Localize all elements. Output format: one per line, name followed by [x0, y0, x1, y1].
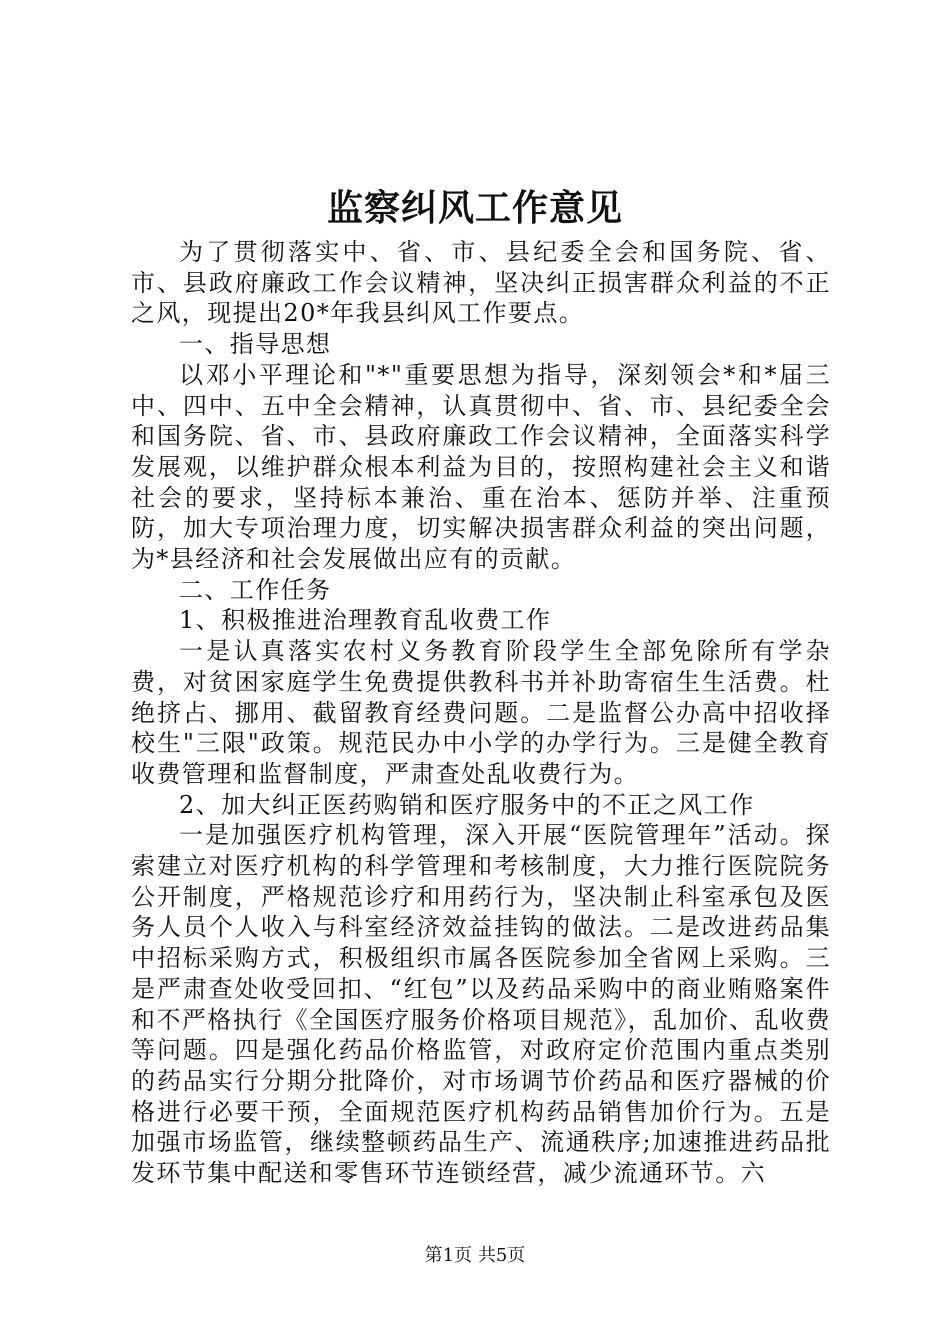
paragraph-guiding-ideology: 以邓小平理论和"*"重要思想为指导，深刻领会*和*届三中、四中、五中全会精神，认真贯彻中、省、市、县纪委全会和国务院、省、市、县政府廉政工作会议精神，全面落实科学发展观，以维护群众根本利益为目的，按照构建社会主义和谐社会的要求，坚持标本兼治、重在治本、惩防并举、注重预防，加大专项治理力度，切实解决损害群众利益的突出问题，为*县经济和社会发展做出应有的贡献。	[131, 360, 831, 574]
heading-work-tasks: 二、工作任务	[179, 575, 332, 604]
paragraph-education-fees: 一是认真落实农村义务教育阶段学生全部免除所有学杂费，对贫困家庭学生免费提供教科书并补助寄宿生生活费。杜绝挤占、挪用、截留教育经费问题。二是监督公办高中招收择校生"三限"政策。规范民办中小学的办学行为。三是健全教育收费管理和监督制度，严肃查处乱收费行为。	[131, 637, 831, 788]
subheading-medical-services: 2、加大纠正医药购销和医疗服务中的不正之风工作	[179, 790, 755, 819]
page-number-footer: 第1页 共5页	[424, 1245, 526, 1266]
heading-guiding-ideology: 一、指导思想	[179, 330, 332, 359]
paragraph-medical-services: 一是加强医疗机构管理，深入开展“医院管理年”活动。探索建立对医疗机构的科学管理和考核制度，大力推行医院院务公开制度，严格规范诊疗和用药行为，坚决制止科室承包及医务人员个人收入与科室经济效益挂钩的做法。二是改进药品集中招标采购方式，积极组织市属各医院参加全省网上采购。三是严肃查处收受回扣、“红包”以及药品采购中的商业贿赂案件和不严格执行《全国医疗服务价格项目规范》，乱加价、乱收费等问题。四是强化药品价格监管，对政府定价范围内重点类别的药品实行分期分批降价，对市场调节价药品和医疗器械的价格进行必要干预，全面规范医疗机构药品销售加价行为。五是加强市场监管，继续整顿药品生产、流通秩序;加速推进药品批发环节集中配送和零售环节连锁经营，减少流通环节。六	[131, 821, 831, 1188]
document-body	[131, 237, 831, 1189]
document-title: 监察纠风工作意见	[326, 187, 623, 229]
paragraph-intro: 为了贯彻落实中、省、市、县纪委全会和国务院、省、市、县政府廉政工作会议精神，坚决纠正损害群众利益的不正之风，现提出20*年我县纠风工作要点。	[131, 238, 831, 328]
subheading-education-fees: 1、积极推进治理教育乱收费工作	[179, 606, 552, 635]
